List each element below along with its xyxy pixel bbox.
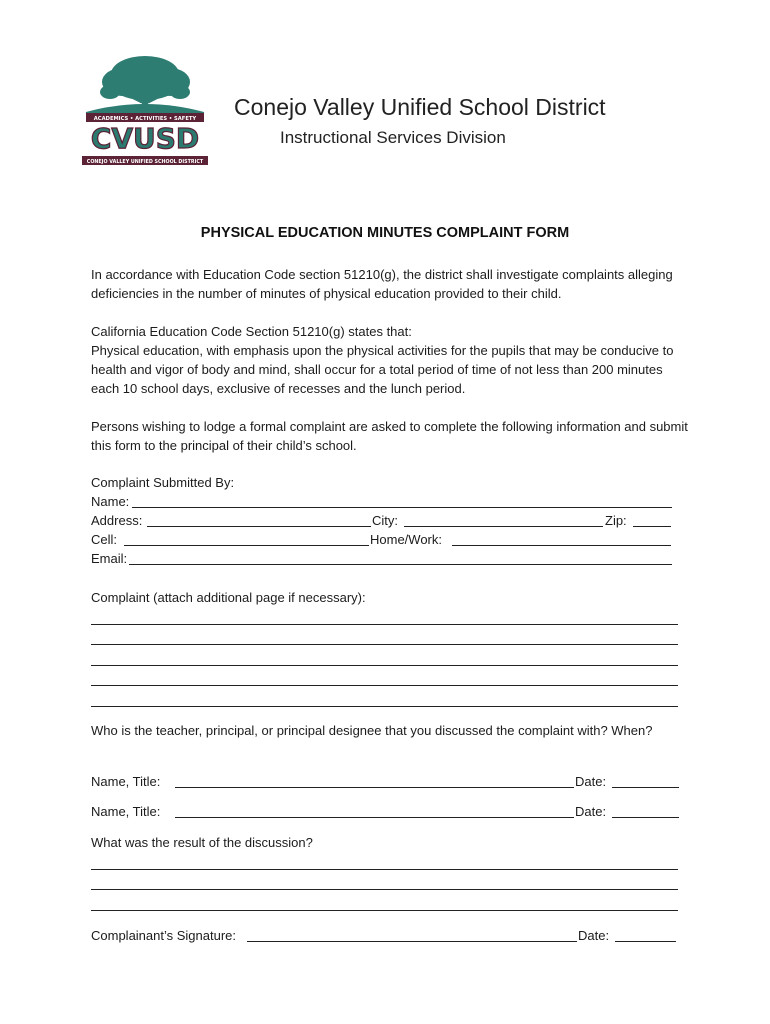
signature-date-field[interactable] [615,941,676,942]
code-heading: California Education Code Section 51210(g) states that: [91,324,412,339]
result-question: What was the result of the discussion? [91,835,313,850]
svg-text:CVUSD: CVUSD [90,122,200,155]
signature-row [91,926,679,945]
date-field[interactable] [612,817,679,818]
oak-tree-logo-icon [80,52,210,170]
result-line[interactable] [91,889,678,890]
email-field[interactable] [129,564,672,565]
address-label: Address: [91,513,143,528]
signature-date-label: Date: [578,928,610,943]
complaint-line[interactable] [91,624,678,625]
date-label: Date: [575,774,607,789]
email-row [91,549,678,568]
name-title-label: Name, Title: [91,804,161,819]
signature-label: Complainant’s Signature: [91,928,237,943]
complaint-line[interactable] [91,706,678,707]
submitted-by-heading: Complaint Submitted By: [91,475,235,490]
address-row [91,511,678,530]
complaint-line[interactable] [91,665,678,666]
result-line[interactable] [91,910,678,911]
address-field[interactable] [147,526,371,527]
email-label: Email: [91,551,128,566]
svg-text:ACADEMICS • ACTIVITIES • SAFET: ACADEMICS • ACTIVITIES • SAFETY [93,116,197,122]
city-field[interactable] [404,526,603,527]
complaint-label: Complaint (attach additional page if necessary): [91,590,366,605]
home-work-field[interactable] [452,545,671,546]
home-work-label: Home/Work: [370,532,442,547]
discussion-question: Who is the teacher, principal, or principal designee that you discussed the complaint with? When? [91,723,653,738]
district-logo [80,52,210,170]
name-title-field[interactable] [175,817,574,818]
cell-field[interactable] [124,545,369,546]
discussion-contact-row [91,802,679,821]
name-title-field[interactable] [175,787,574,788]
code-text: Physical education, with emphasis upon the physical activities for the pupils that may be conducive to health and vigor of body and mind, shall occur for a total period of time of not less than 200 minutes each 10 school days, exclusive of recesses and the lunch period. [91,343,674,396]
zip-label: Zip: [605,513,627,528]
result-line[interactable] [91,869,678,870]
discussion-contact-row [91,772,679,791]
svg-text:CONEJO VALLEY UNIFIED SCHOOL D: CONEJO VALLEY UNIFIED SCHOOL DISTRICT [86,160,204,165]
date-label: Date: [575,804,607,819]
date-field[interactable] [612,787,679,788]
form-title: PHYSICAL EDUCATION MINUTES COMPLAINT FORM [200,225,570,241]
zip-field[interactable] [633,526,671,527]
name-label: Name: [91,494,130,509]
complaint-line[interactable] [91,685,678,686]
district-name: Conejo Valley Unified School District [234,94,606,120]
cell-label: Cell: [91,532,118,547]
signature-field[interactable] [247,941,577,942]
instructions-paragraph: Persons wishing to lodge a formal complaint are asked to complete the following information and submit this form to the principal of their child’s school. [91,419,688,453]
city-label: City: [372,513,398,528]
complaint-line[interactable] [91,644,678,645]
cell-row [91,530,678,549]
name-field[interactable] [132,507,672,508]
intro-paragraph: In accordance with Education Code section 51210(g), the district shall investigate complaints alleging deficiencies in the number of minutes of physical education provided to their child. [91,267,673,301]
division-name: Instructional Services Division [280,128,506,147]
name-row [91,492,678,511]
name-title-label: Name, Title: [91,774,161,789]
